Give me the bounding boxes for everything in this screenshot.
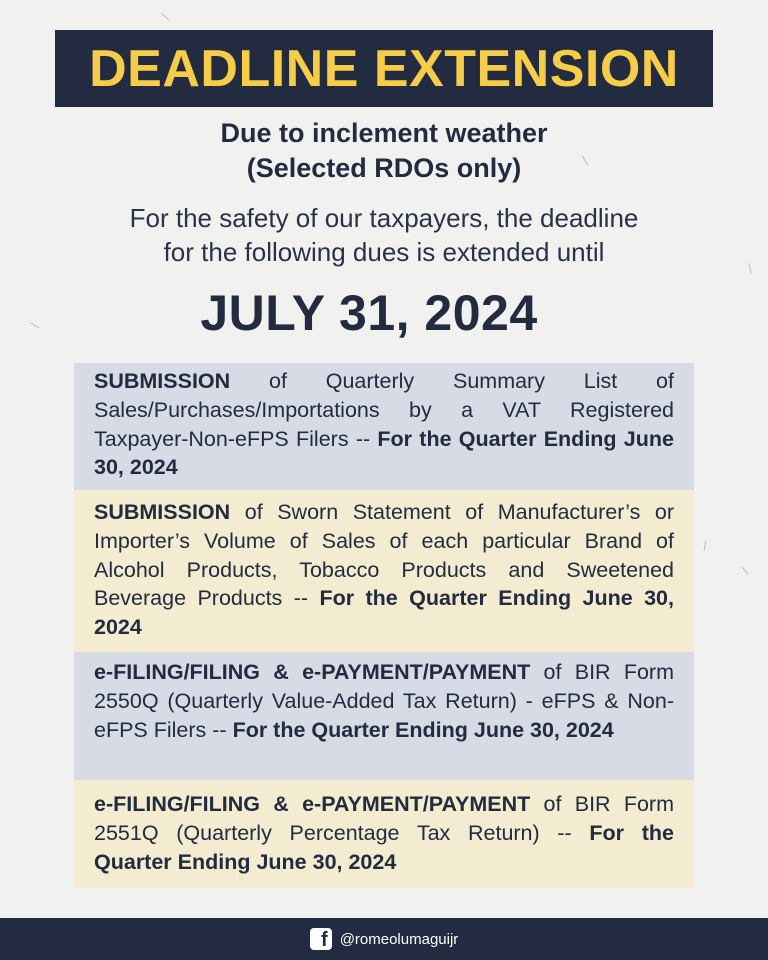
- subtitle-line-1: Due to inclement weather: [220, 118, 548, 148]
- paper-fleck: [161, 13, 169, 20]
- due-item-2: [74, 490, 694, 652]
- due-item-lead: SUBMISSION: [94, 500, 231, 524]
- due-item-body: of BIR Form 2551Q (Quarterly Percentage Tax Return) --: [94, 792, 674, 845]
- facebook-icon-glyph: f: [321, 929, 328, 951]
- footer-bar: [0, 918, 768, 960]
- due-item-lead: e-FILING/FILING & e-PAYMENT/PAYMENT: [94, 660, 531, 684]
- facebook-icon[interactable]: [310, 928, 332, 950]
- due-item-lead: e-FILING/FILING & e-PAYMENT/PAYMENT: [94, 792, 531, 816]
- intro-line-1: For the safety of our taxpayers, the deadline: [129, 203, 639, 233]
- due-item-period: For the Quarter Ending June 30, 2024: [94, 820, 674, 874]
- due-item-period: For the Quarter Ending June 30, 2024: [94, 586, 674, 640]
- social-handle[interactable]: @romeolumaguijr: [339, 930, 459, 948]
- deadline-date: JULY 31, 2024: [200, 285, 538, 341]
- title-banner: [55, 30, 713, 107]
- due-item-body: of Sworn Statement of Manufacturer’s or Importer’s Volume of Sales of each particular Brand of Alcohol Products, Tobacco Products and Sweetened Beverage Products --: [94, 500, 674, 611]
- page-title: DEADLINE EXTENSION: [89, 39, 679, 98]
- due-item-1: [74, 363, 694, 490]
- paper-fleck: [741, 566, 748, 574]
- due-item-body: of Quarterly Summary List of Sales/Purchases/Importations by a VAT Registered Taxpayer-Non-eFPS Filers --: [94, 369, 674, 451]
- subtitle-line-2: (Selected RDOs only): [246, 153, 522, 183]
- due-item-4: [74, 780, 694, 888]
- intro-line-2: for the following dues is extended until: [163, 237, 605, 267]
- due-item-period: For the Quarter Ending June 30, 2024: [94, 426, 674, 480]
- due-item-period: For the Quarter Ending June 30, 2024: [232, 717, 614, 742]
- due-item-3: [74, 652, 694, 780]
- due-item-body: of BIR Form 2550Q (Quarterly Value-Added Tax Return) - eFPS & Non-eFPS Filers --: [94, 660, 674, 742]
- due-item-lead: SUBMISSION: [94, 369, 231, 393]
- paper-fleck: [704, 540, 707, 550]
